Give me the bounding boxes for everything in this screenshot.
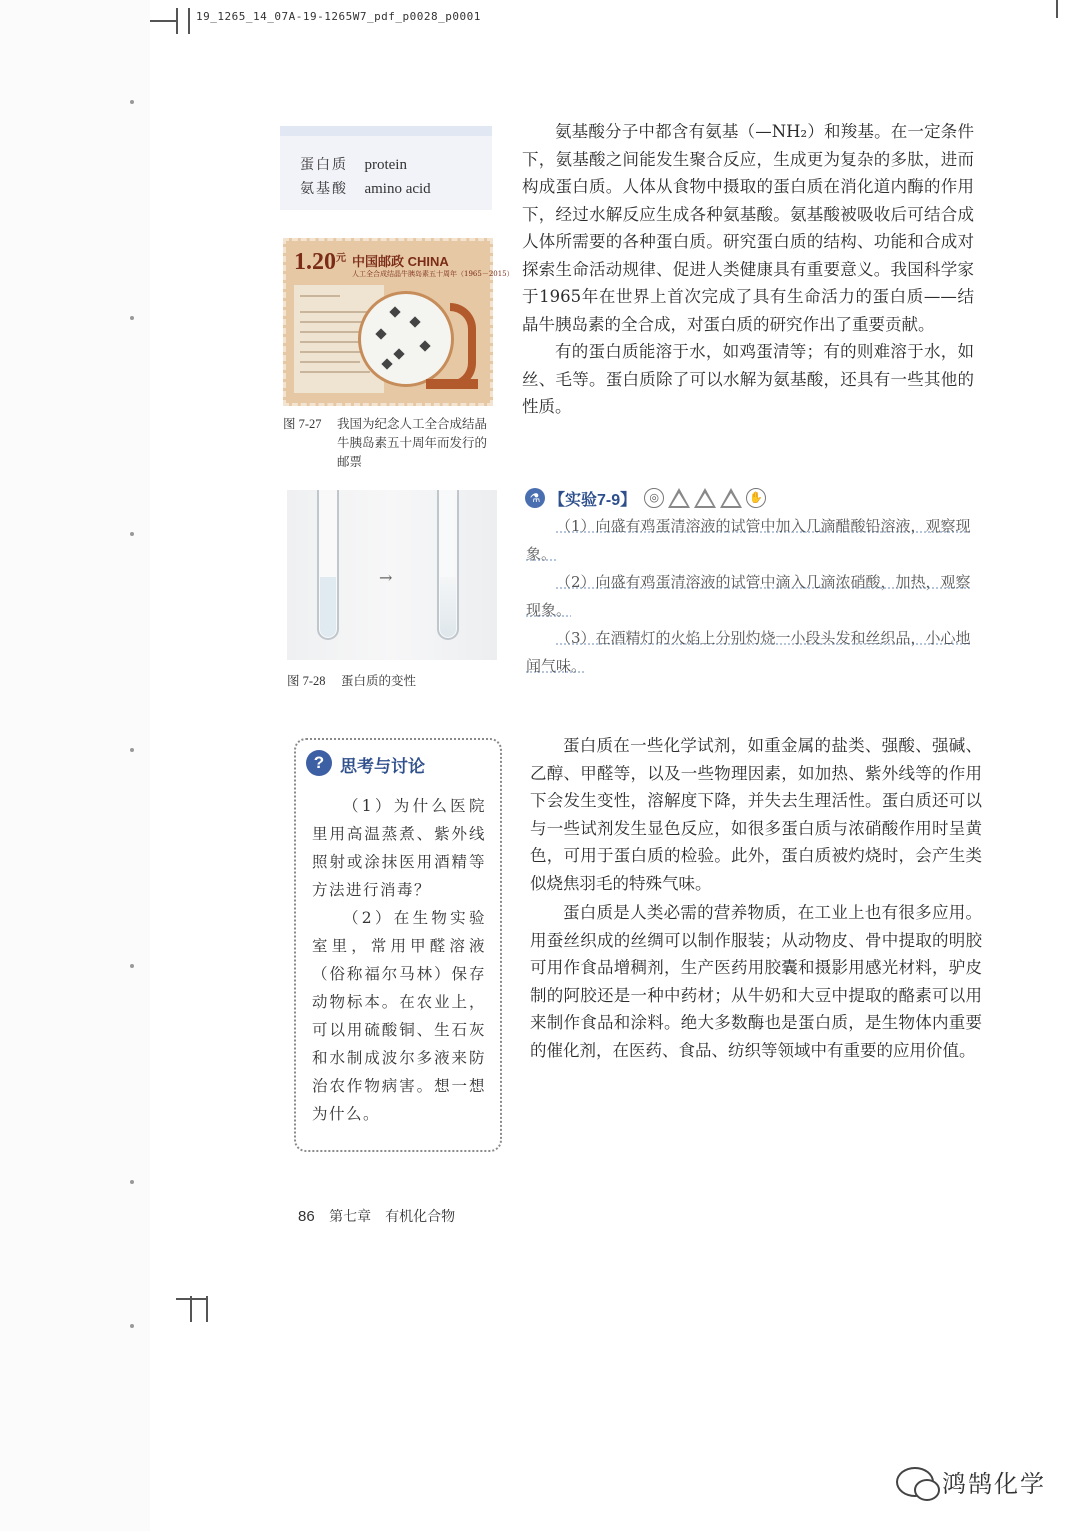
crop-mark <box>176 8 178 34</box>
paragraph: 氨基酸分子中都含有氨基（—NH₂）和羧基。在一定条件下，氨基酸之间能发生聚合反应，生成更为复杂的多肽，进而构成蛋白质。人体从食物中摄取的蛋白质在消化道内酶的作用下，经过水解反应生成各种氨基酸。氨基酸被吸收后可结合成人体所需要的各种蛋白质。研究蛋白质的结构、功能和合成对探索生命活动规律、促进人类健康具有重要意义。我国科学家于1965年在世界上首次完成了具有生命活力的蛋白质——结晶牛胰岛素的全合成，对蛋白质的研究作出了重要贡献。 <box>522 122 974 334</box>
page-number: 86 <box>298 1208 315 1225</box>
main-text-upper <box>522 118 974 421</box>
glossary-term-cn: 蛋白质 <box>300 157 348 173</box>
test-tube-after <box>437 490 459 640</box>
chapter-title: 第七章 有机化合物 <box>329 1209 456 1225</box>
experiment-step: （2）向盛有鸡蛋清溶液的试管中滴入几滴浓硝酸，加热，观察现象。 <box>526 573 971 619</box>
glossary-box <box>280 126 492 210</box>
glossary-term-en: amino acid <box>364 181 431 197</box>
glossary-row <box>300 154 407 174</box>
experiment-label: 【实验7-9】 <box>549 491 637 509</box>
experiment-header <box>525 486 770 510</box>
crop-mark <box>1056 0 1058 18</box>
figure-caption-text: 蛋白质的变性 <box>341 674 417 688</box>
figure-label: 图 7-28 <box>287 674 326 688</box>
stamp-title: 中国邮政 CHINA <box>352 254 449 269</box>
glossary-term-en: protein <box>364 157 407 173</box>
figure-7-28-caption <box>287 672 501 692</box>
paragraph: 有的蛋白质能溶于水，如鸡蛋清等；有的则难溶于水，如丝、毛等。蛋白质除了可以水解为氨基酸，还具有一些其他的性质。 <box>522 342 974 416</box>
stamp-subtitle: 人工全合成结晶牛胰岛素五十周年（1965－2015） <box>352 270 514 278</box>
experiment-step: （1）向盛有鸡蛋清溶液的试管中加入几滴醋酸铅溶液，观察现象。 <box>526 517 971 563</box>
paragraph: 蛋白质是人类必需的营养物质，在工业上也有很多应用。用蚕丝织成的丝绸可以制作服装；从动物皮、骨中提取的明胶可用作食品增稠剂，生产医药用胶囊和摄影用感光材料，驴皮制的阿胶还是一种中药材；从牛奶和大豆中提取的酪素可以用来制作食品和涂料。绝大多数酶也是蛋白质，是生物体内重要的催化剂，在医药、食品、纺织等领域中有重要的应用价值。 <box>530 903 982 1060</box>
think-discuss-box <box>294 738 502 1152</box>
scan-dot <box>130 316 134 320</box>
scan-margin <box>0 0 150 1531</box>
wechat-icon <box>896 1467 934 1497</box>
stamp-denomination: $1.20^元$ <box>294 249 346 275</box>
flame-icon <box>720 488 742 508</box>
main-text-lower <box>530 732 982 1064</box>
stamp-microscope-graphic <box>450 303 476 389</box>
crop-mark <box>150 20 176 22</box>
corrosive-icon <box>694 488 716 508</box>
hand-wash-icon: ✋ <box>746 488 766 508</box>
crop-mark <box>176 1298 206 1300</box>
page-footer <box>298 1206 455 1226</box>
watermark-text: 鸿鹄化学 <box>942 1470 1046 1498</box>
scan-dot <box>130 748 134 752</box>
warning-icon <box>668 488 690 508</box>
figure-7-27-caption <box>283 415 497 473</box>
experiment-step: （3）在酒精灯的火焰上分别灼烧一小段头发和丝织品，小心地闻气味。 <box>526 629 971 675</box>
arrow-right-icon: → <box>379 568 393 587</box>
scan-dot <box>130 100 134 104</box>
question-bubble-icon: ? <box>306 750 332 776</box>
scan-dot <box>130 532 134 536</box>
scan-dot <box>130 1324 134 1328</box>
experiment-steps <box>526 512 976 680</box>
glossary-term-cn: 氨基酸 <box>300 181 348 197</box>
scan-dot <box>130 1180 134 1184</box>
think-discuss-title: 思考与讨论 <box>340 757 425 776</box>
flask-icon: ⚗ <box>525 488 545 508</box>
glossary-row <box>300 178 431 198</box>
figure-caption-text: 我国为纪念人工全合成结晶牛胰岛素五十周年而发行的邮票 <box>337 417 488 469</box>
question-item: （1）为什么医院里用高温蒸煮、紫外线照射或涂抹医用酒精等方法进行消毒？ <box>312 797 486 899</box>
scan-file-code: 19_1265_14_07A-19-1265W7_pdf_p0028_p0001 <box>196 10 481 23</box>
watermark <box>896 1464 1046 1499</box>
insulin-stamp-image <box>283 238 514 406</box>
stamp-crystal-graphic <box>358 291 454 387</box>
scan-dot <box>130 964 134 968</box>
crop-mark <box>206 1296 208 1322</box>
think-discuss-questions <box>312 792 486 1128</box>
stamp-microscope-base <box>426 379 478 389</box>
question-item: （2）在生物实验室里，常用甲醛溶液（俗称福尔马林）保存动物标本。在农业上，可以用硫酸铜、生石灰和水制成波尔多液来防治农作物病害。想一想为什么。 <box>312 909 486 1123</box>
paragraph: 蛋白质在一些化学试剂，如重金属的盐类、强酸、强碱、乙醇、甲醛等，以及一些物理因素，如加热、紫外线等的作用下会发生变性，溶解度下降，并失去生理活性。蛋白质还可以与一些试剂发生显色反应，如很多蛋白质与浓硝酸作用时呈黄色，可用于蛋白质的检验。此外，蛋白质被灼烧时，会产生类似烧焦羽毛的特殊气味。 <box>530 736 982 893</box>
protein-denaturation-image <box>287 490 497 660</box>
crop-mark <box>188 8 190 34</box>
figure-label: 图 7-27 <box>283 417 322 431</box>
goggles-icon: ◎ <box>644 488 664 508</box>
test-tube-before <box>317 490 339 640</box>
